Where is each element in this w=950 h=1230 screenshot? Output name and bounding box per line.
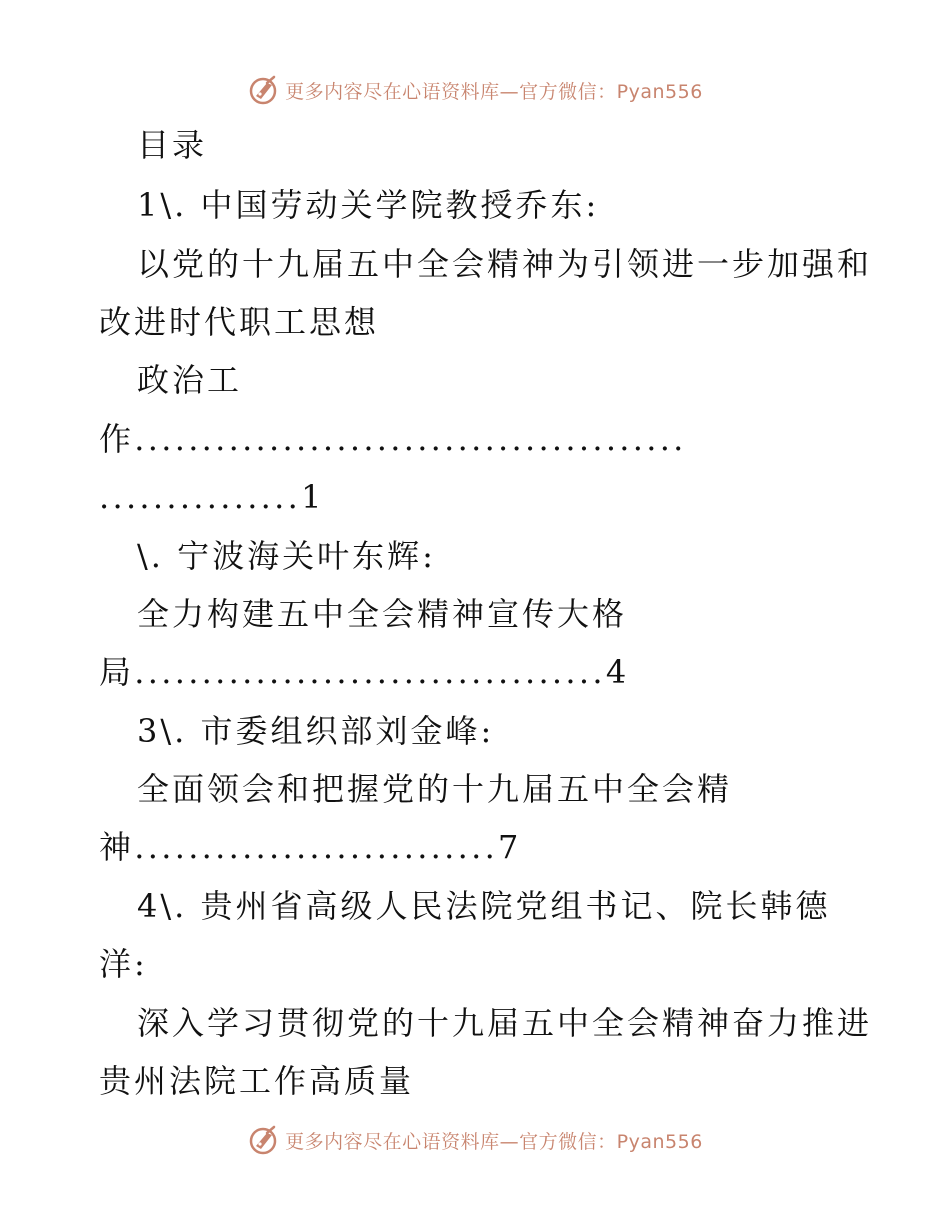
toc-entry-1-title-cont: 政治工 bbox=[137, 361, 243, 399]
toc-entry-1-title-cont: 改进时代职工思想 bbox=[99, 303, 380, 341]
toc-entry-4-title-cont: 贵州法院工作高质量 bbox=[99, 1062, 415, 1100]
toc-entry-4-heading-cont: 洋: bbox=[99, 945, 148, 983]
toc-entry-3-title: 全面领会和把握党的十九届五中全会精 bbox=[137, 770, 733, 808]
pen-nib-circle-icon bbox=[247, 74, 279, 106]
toc-title: 目录 bbox=[137, 126, 208, 164]
pen-nib-circle-icon bbox=[247, 1124, 279, 1156]
toc-entry-2-leader-page: 局...................................4 bbox=[99, 653, 630, 691]
toc-entry-3-leader-page: 神...........................7 bbox=[99, 828, 522, 866]
toc-entry-4-title: 深入学习贯彻党的十九届五中全会精神奋力推进 bbox=[137, 1004, 873, 1042]
watermark-text: 更多内容尽在心语资料库—官方微信：Pyan556 bbox=[285, 80, 703, 103]
header-watermark bbox=[0, 70, 950, 110]
toc-entry-1-heading: 1\. 中国劳动关学院教授乔东: bbox=[137, 186, 600, 224]
toc-entry-3-heading: 3\. 市委组织部刘金峰: bbox=[137, 712, 495, 750]
toc-entry-1-leader: 作......................................... bbox=[99, 420, 687, 458]
watermark-text: 更多内容尽在心语资料库—官方微信：Pyan556 bbox=[285, 1130, 703, 1153]
footer-watermark bbox=[0, 1120, 950, 1160]
toc-entry-1-title: 以党的十九届五中全会精神为引领进一步加强和 bbox=[137, 245, 873, 283]
toc-entry-2-title: 全力构建五中全会精神宣传大格 bbox=[137, 595, 628, 633]
toc-entry-2-heading: \. 宁波海关叶东辉: bbox=[137, 537, 436, 575]
toc-entry-4-heading: 4\. 贵州省高级人民法院党组书记、院长韩德 bbox=[137, 887, 831, 925]
toc-entry-1-page: ...............1 bbox=[99, 478, 325, 516]
